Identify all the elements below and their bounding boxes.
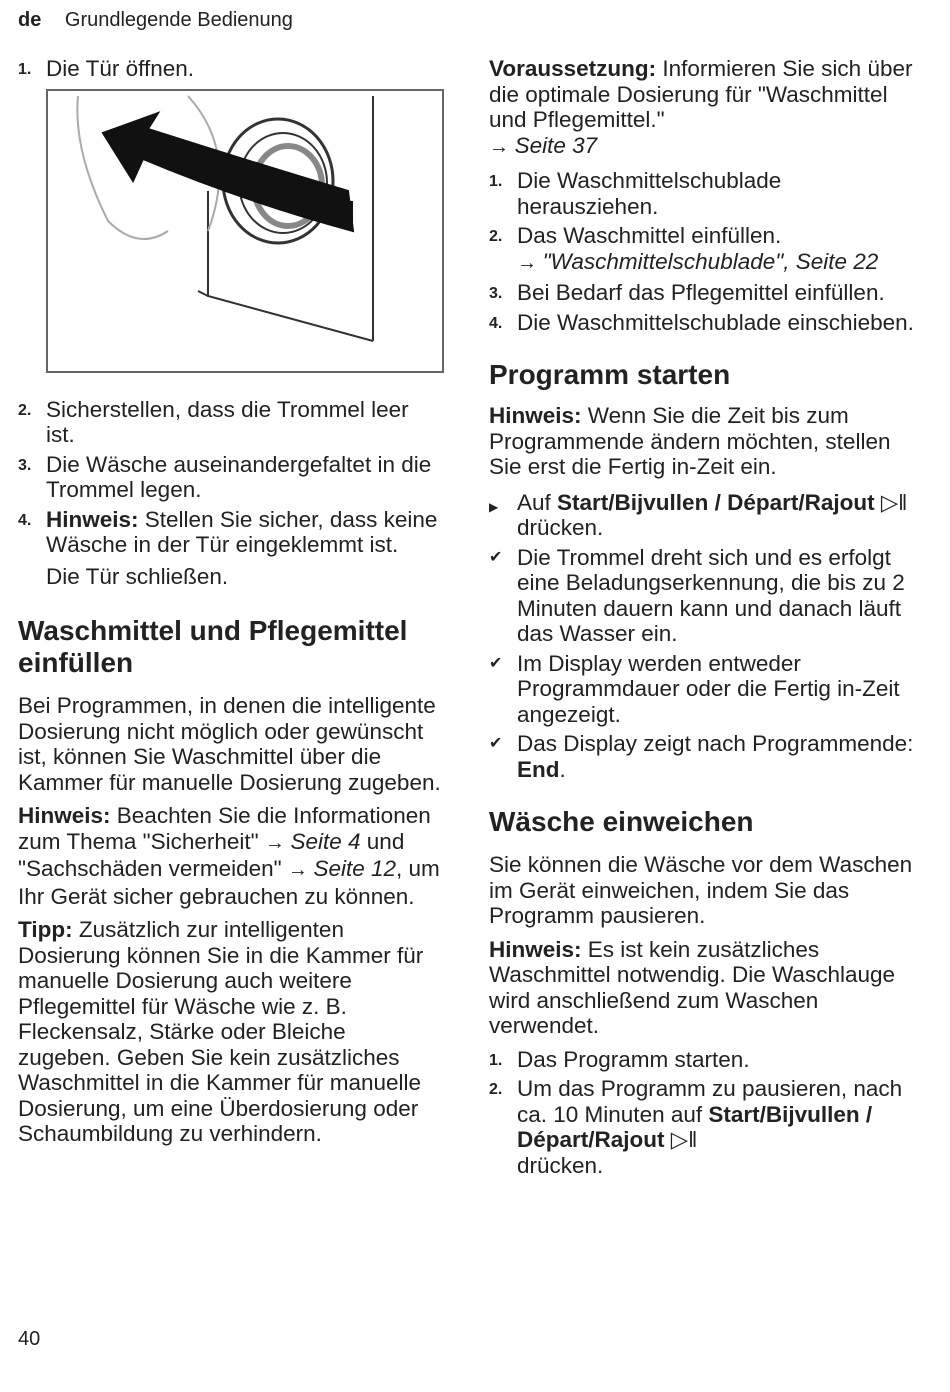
note-label: Hinweis:	[46, 506, 139, 532]
section-title: Grundlegende Bedienung	[64, 9, 293, 31]
section-heading: Wäsche einweichen	[489, 806, 754, 837]
step-4-continuation: Die Tür schließen.	[46, 563, 229, 589]
step-text: Stellen Sie sicher, dass keine Wäsche in der Tür eingeklemmt ist.	[46, 506, 438, 557]
door-opening-icon	[48, 91, 442, 371]
right-column	[489, 56, 919, 1182]
action-step: ▶ Auf Start/Bijvullen / Départ/Rajout ▷‖ drücken.	[489, 489, 908, 540]
step-text: Sicherstellen, dass die Trommel leer ist.	[46, 396, 409, 447]
note-label: Hinweis:	[18, 803, 111, 828]
step-text: Die Wäsche auseinandergefaltet in die Trommel legen.	[46, 451, 432, 502]
result-1: ✔ Die Trommel dreht sich und es erfolgt eine Beladungserkennung, die bis zu 2 Minuten dauern kann und danach läuft das Wasser ein.	[489, 544, 905, 646]
prerequisite-paragraph: Voraussetzung: Informieren Sie sich über die optimale Dosierung für "Waschmittel und Pflegemittel." → Seite 37	[489, 56, 913, 158]
triangle-bullet-icon: ▶	[489, 499, 499, 514]
prerequisite-label: Voraussetzung:	[489, 56, 657, 81]
note-paragraph: Hinweis: Wenn Sie die Zeit bis zum Programmende ändern möchten, stellen Sie erst die Fertig in-Zeit ein.	[489, 403, 891, 479]
result-2: ✔ Im Display werden entweder Programmdauer oder die Fertig in-Zeit angezeigt.	[489, 650, 900, 727]
page-reference: Seite 37	[514, 132, 598, 158]
arrow-icon: →	[489, 135, 515, 158]
soak-step-1: 1. Das Programm starten.	[489, 1046, 750, 1072]
dosing-step-4: 4. Die Waschmittelschublade einschieben.	[489, 309, 914, 335]
step-4: 4. Hinweis: Stellen Sie sicher, dass keine Wäsche in der Tür eingeklemmt ist.	[18, 506, 438, 557]
soak-step-2: 2. Um das Programm zu pausieren, nach ca. 10 Minuten auf Start/Bijvullen / Départ/Rajout ▷‖ drücken.	[489, 1076, 903, 1178]
page-reference: "Waschmittelschublade", Seite 22	[542, 248, 879, 274]
dosing-step-1: 1. Die Waschmittelschublade herausziehen.	[489, 168, 782, 219]
arrow-icon: →	[264, 831, 291, 854]
note-paragraph: Hinweis: Es ist kein zusätzliches Waschmittel notwendig. Die Waschlauge wird anschließend zum Waschen verwendet.	[489, 936, 896, 1038]
intro-paragraph: Bei Programmen, in denen die intelligente Dosierung nicht möglich oder gewünscht ist, können Sie Waschmittel über die Kammer für manuelle Dosierung zugeben.	[18, 693, 441, 795]
dosing-step-3: 3. Bei Bedarf das Pflegemittel einfüllen.	[489, 280, 885, 305]
start-pause-icon: ▷‖	[880, 489, 908, 515]
check-icon: ✔	[489, 735, 503, 752]
language-code: de	[18, 9, 42, 31]
arrow-icon: →	[287, 859, 314, 881]
page-reference: Seite 4	[290, 828, 361, 854]
result-3: ✔ Das Display zeigt nach Programmende: End.	[489, 731, 914, 782]
step-1: 1. Die Tür öffnen.	[18, 56, 195, 81]
section-heading: Waschmittel und Pflegemittel einfüllen	[18, 615, 408, 678]
arrow-icon: →	[517, 251, 543, 274]
page-number: 40	[18, 1328, 41, 1350]
step-text: Die Tür öffnen.	[46, 56, 195, 81]
section-heading: Programm starten	[489, 359, 731, 390]
tip-label: Tipp:	[18, 917, 73, 942]
left-column	[18, 56, 443, 1155]
check-icon: ✔	[489, 654, 503, 672]
soak-intro-paragraph: Sie können die Wäsche vor dem Waschen im Gerät einweichen, indem Sie das Programm pausieren.	[489, 852, 913, 928]
page-header	[18, 9, 293, 32]
tip-paragraph: Tipp: Zusätzlich zur intelligenten Dosierung können Sie in die Kammer für manuelle Dosierung auch weitere Pflegemittel für Wäsche wie z. B. Fleckensalz, Stärke oder Bleiche zugeben. Geben Sie kein zusätzliches Waschmittel in die Kammer für manuelle Dosierung, um eine Überdosierung oder Schaumbildung zu verhindern.	[18, 917, 424, 1146]
start-pause-icon: ▷‖	[670, 1127, 698, 1152]
note-label: Hinweis:	[489, 936, 582, 962]
page-reference: Seite 12	[313, 856, 397, 881]
note-label: Hinweis:	[489, 403, 582, 428]
dosing-step-2: 2. Das Waschmittel einfüllen. → "Waschmittelschublade", Seite 22	[489, 223, 879, 274]
washing-machine-door-illustration	[46, 89, 444, 373]
check-icon: ✔	[489, 548, 503, 566]
step-2: 2. Sicherstellen, dass die Trommel leer ist.	[18, 396, 409, 447]
note-paragraph: Hinweis: Beachten Sie die Informationen zum Thema "Sicherheit" → Seite 4 und "Sachschäden vermeiden" → Seite 12, um Ihr Gerät sicher gebrauchen zu können.	[18, 803, 440, 909]
step-3: 3. Die Wäsche auseinandergefaltet in die Trommel legen.	[18, 451, 432, 502]
